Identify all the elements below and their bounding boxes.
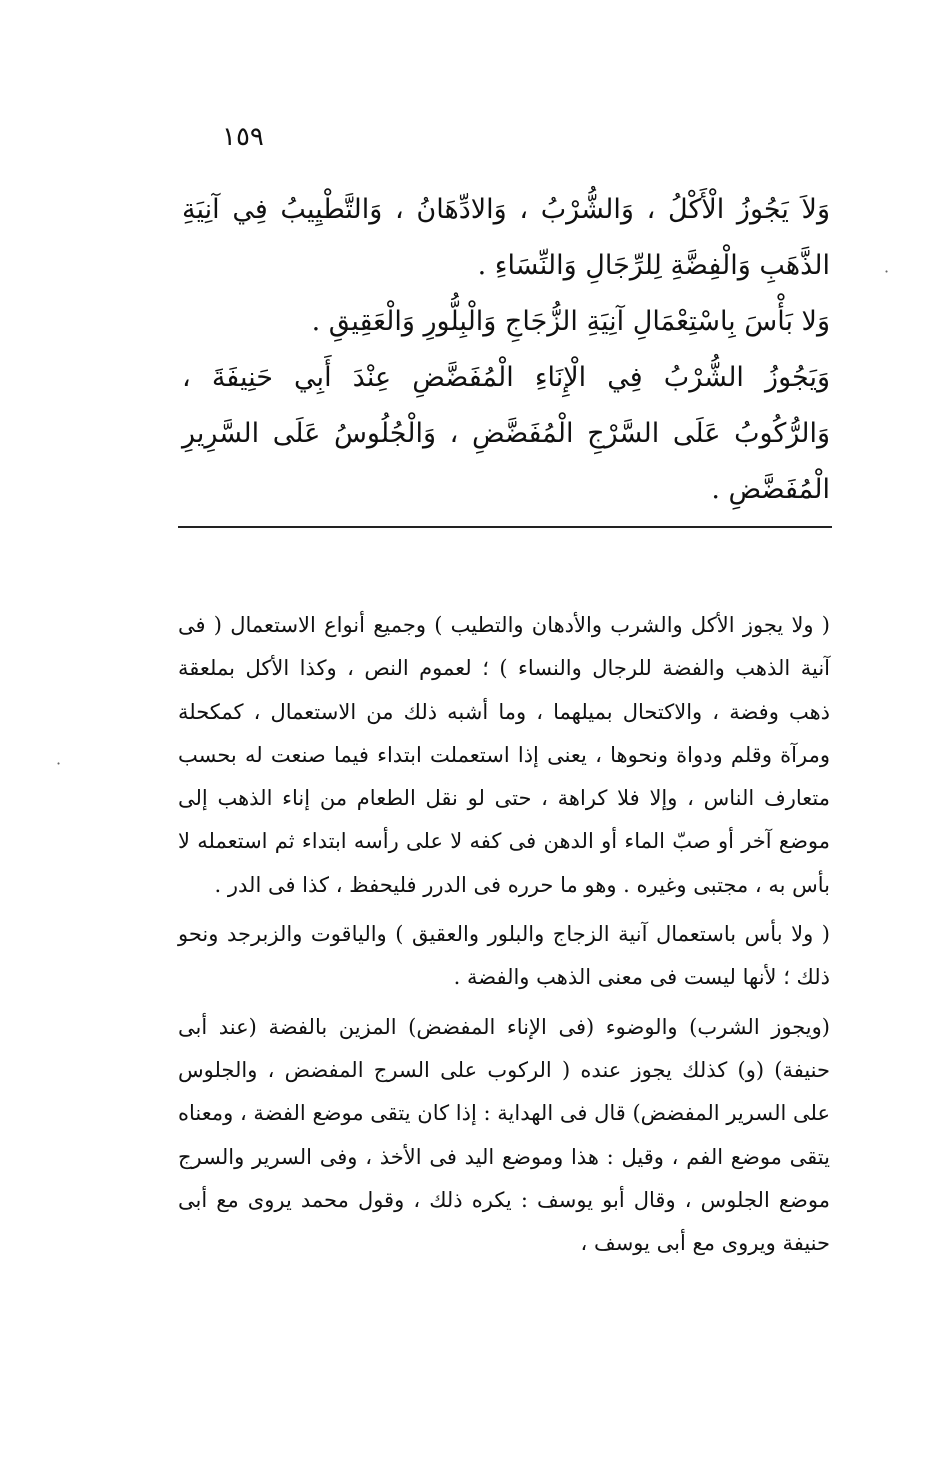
sharh-paragraph: ( ولا بأس باستعمال آنية الزجاج والبلور والعقيق ) والياقوت والزبرجد ونحو ذلك ؛ لأنها ليست فى معنى الذهب والفضة .	[178, 922, 830, 990]
commentary-text	[178, 604, 830, 1265]
matn-paragraph: وَلا بَأْسَ بِاسْتِعْمَالِ آنِيَةِ الزُّجَاجِ وَالْبِلُّورِ وَالْعَقِيقِ .	[311, 306, 830, 337]
main-text	[182, 182, 830, 518]
separator-rule	[178, 526, 832, 528]
sharh-paragraph: (ويجوز الشرب) والوضوء (فى الإناء المفضض) المزين بالفضة (عند أبى حنيفة) (و) كذلك يجوز عنده ( الركوب على السرج المفضض ، والجلوس على السرير المفضض) قال فى الهداية : إذا كان يتقى موضع الفضة ، ومعناه يتقى موضع الفم ، وقيل : هذا وموضع اليد فى الأخذ ، وفى السرير والسرج موضع الجلوس ، وقال أبو يوسف : يكره ذلك ، وقول محمد يروى مع أبى حنيفة ويروى مع أبى يوسف ،	[178, 1014, 830, 1256]
sharh-paragraph: ( ولا يجوز الأكل والشرب والأدهان والتطيب ) وجميع أنواع الاستعمال ( فى آنية الذهب والفضة للرجال والنساء ) ؛ لعموم النص ، وكذا الأكل بملعقة ذهب وفضة ، والاكتحال بميلهما ، وما أشبه ذلك من الاستعمال ، كمكحلة ومرآة وقلم ودواة ونحوها ، يعنى إذا استعملت ابتداء فيما صنعت له بحسب متعارف الناس ، وإلا فلا كراهة ، حتى لو نقل الطعام من إناء الذهب إلى موضع آخر أو صبّ الماء أو الدهن فى كفه لا على رأسه ابتداء ثم استعمله لا بأس به ، مجتبى وغيره . وهو ما حرره فى الدرر فليحفظ ، كذا فى الدر .	[178, 613, 830, 897]
matn-paragraph: وَلاَ يَجُوزُ الْأَكْلُ ، وَالشُّرْبُ ، وَالادِّهَانُ ، وَالتَّطْيِيبُ فِي آنِيَةِ الذَّهَبِ وَالْفِضَّةِ لِلرِّجَالِ وَالنِّسَاءِ .	[182, 194, 830, 281]
margin-speck: ·	[884, 262, 890, 281]
margin-speck: ·	[56, 754, 62, 773]
matn-paragraph: وَيَجُوزُ الشُّرْبُ فِي الْإِنَاءِ الْمُفَضَّضِ عِنْدَ أَبِي حَنِيفَةَ ، وَالرُّكُوبُ عَلَى السَّرْجِ الْمُفَضَّضِ ، وَالْجُلُوسُ عَلَى السَّرِيرِ الْمُفَضَّضِ .	[182, 362, 830, 505]
page-number: ١٥٩	[222, 122, 264, 152]
